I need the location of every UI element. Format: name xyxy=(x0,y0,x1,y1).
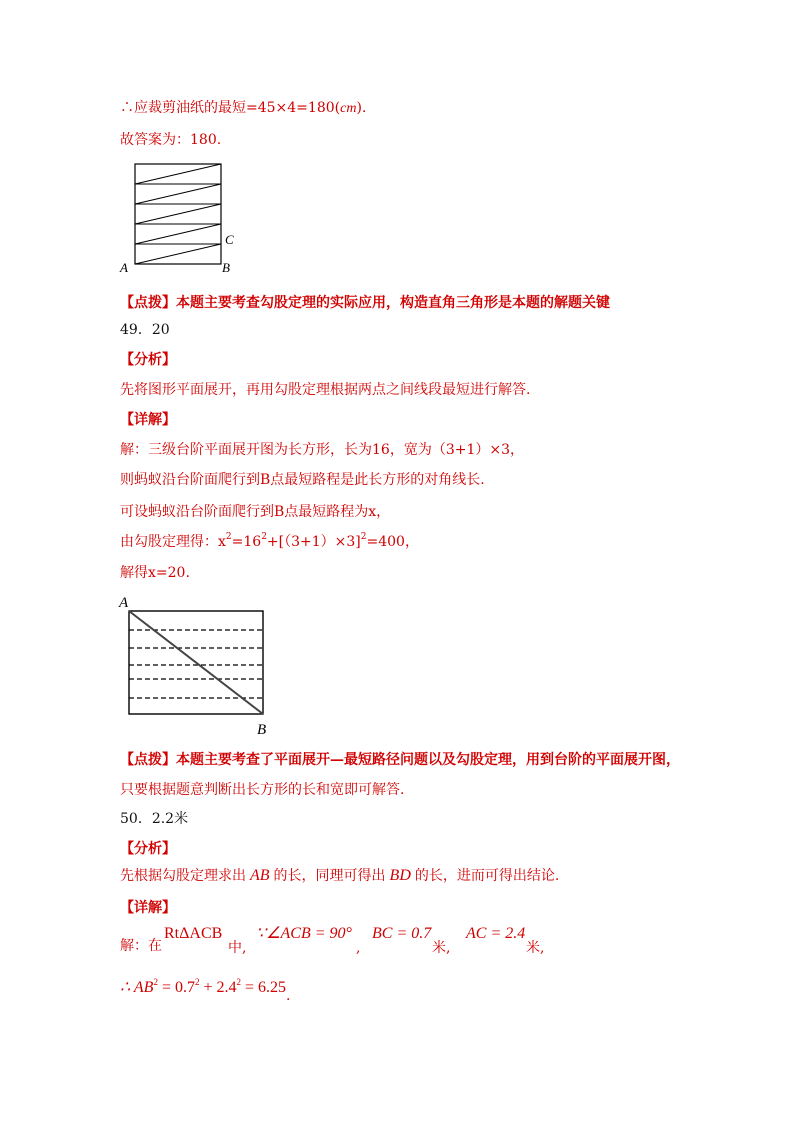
text-line-9: 则蚂蚁沿台阶面爬行到B点最短路程是此长方形的对角线长. xyxy=(120,472,485,488)
text-line-11 xyxy=(120,532,419,552)
unit-cm: cm xyxy=(340,101,357,116)
text-line-6: 先将图形平面展开，再用勾股定理根据两点之间线段最短进行解答. xyxy=(120,382,531,398)
math-bd: BD xyxy=(389,867,411,884)
text-line-17 xyxy=(120,866,559,886)
figure-stairs-unfolded xyxy=(115,592,275,742)
section-analysis-2: 【分析】 xyxy=(120,841,176,857)
text-segment: , xyxy=(356,940,361,956)
figure1-diagonal xyxy=(135,224,221,244)
figure1-label-c: C xyxy=(225,232,234,247)
text-segment: =16 xyxy=(231,534,262,550)
math-ab: AB xyxy=(250,867,270,884)
math-term: + 2.4 xyxy=(199,979,237,996)
superscript: 2 xyxy=(194,977,200,988)
math-rt-triangle: RtΔACB xyxy=(164,925,223,942)
text-segment: ). xyxy=(356,100,367,116)
question-number-50: 50．2.2米 xyxy=(120,811,189,827)
math-term: = 0.7 xyxy=(157,979,195,996)
figure1-diagonal xyxy=(135,164,221,184)
question-number-49: 49．20 xyxy=(120,322,170,338)
text-segment: 由勾股定理得：x xyxy=(120,534,226,550)
text-line-14: 只要根据题意判断出长方形的长和宽即可解答. xyxy=(120,782,405,798)
figure2-label-b: B xyxy=(257,722,267,738)
text-segment: 中, xyxy=(228,940,247,956)
text-segment: 的长，同理可得出 xyxy=(273,868,386,884)
superscript: 2 xyxy=(236,977,241,988)
text-line-3: 【点拨】本题主要考查勾股定理的实际应用，构造直角三角形是本题的解题关键 xyxy=(120,295,610,311)
section-analysis: 【分析】 xyxy=(120,352,176,368)
text-line-12: 解得x=20. xyxy=(120,565,190,581)
figure1-label-a: A xyxy=(120,260,128,275)
math-ac: AC = 2.4 xyxy=(466,925,526,942)
figure1-label-b: B xyxy=(222,260,230,275)
text-line-20 xyxy=(120,977,291,1004)
text-line-13: 【点拨】本题主要考查了平面展开—最短路径问题以及勾股定理，用到台阶的平面展开图， xyxy=(120,752,680,768)
text-segment: +[（3+1）×3] xyxy=(266,534,361,550)
text-segment: 米, xyxy=(432,940,451,956)
superscript: 2 xyxy=(261,532,267,543)
text-segment: 米, xyxy=(526,940,545,956)
text-segment: 解：在 xyxy=(120,938,162,954)
figure1-diagonal xyxy=(135,204,221,224)
superscript: 2 xyxy=(225,532,232,543)
superscript: 2 xyxy=(360,532,367,543)
section-detail: 【详解】 xyxy=(120,412,176,428)
figure-paper-wrap xyxy=(115,158,245,278)
figure1-diagonal xyxy=(135,244,221,264)
figure1-diagonal xyxy=(135,184,221,204)
text-line-1 xyxy=(120,98,366,119)
math-ab: ∴ AB xyxy=(120,979,154,996)
math-angle-acb: ∵∠ACB = 90° xyxy=(256,925,352,942)
text-segment: =400， xyxy=(366,534,419,550)
math-term: = 6.25 xyxy=(241,979,287,996)
text-line-10: 可设蚂蚁沿台阶面爬行到B点最短路程为x， xyxy=(120,504,391,520)
text-segment: 先根据勾股定理求出 xyxy=(120,868,246,884)
section-detail-2: 【详解】 xyxy=(120,900,176,916)
text-line-8: 解：三级台阶平面展开图为长方形，长为16，宽为（3+1）×3， xyxy=(120,442,524,458)
text-segment: 的长，进而可得出结论. xyxy=(414,868,560,884)
figure2-label-a: A xyxy=(119,595,129,611)
text-segment: . xyxy=(286,988,291,1004)
text-segment: ∴应裁剪油纸的最短=45×4=180( xyxy=(120,100,341,116)
text-line-2: 故答案为：180. xyxy=(120,132,222,148)
superscript: 2 xyxy=(153,977,158,988)
math-bc: BC = 0.7 xyxy=(372,925,432,942)
